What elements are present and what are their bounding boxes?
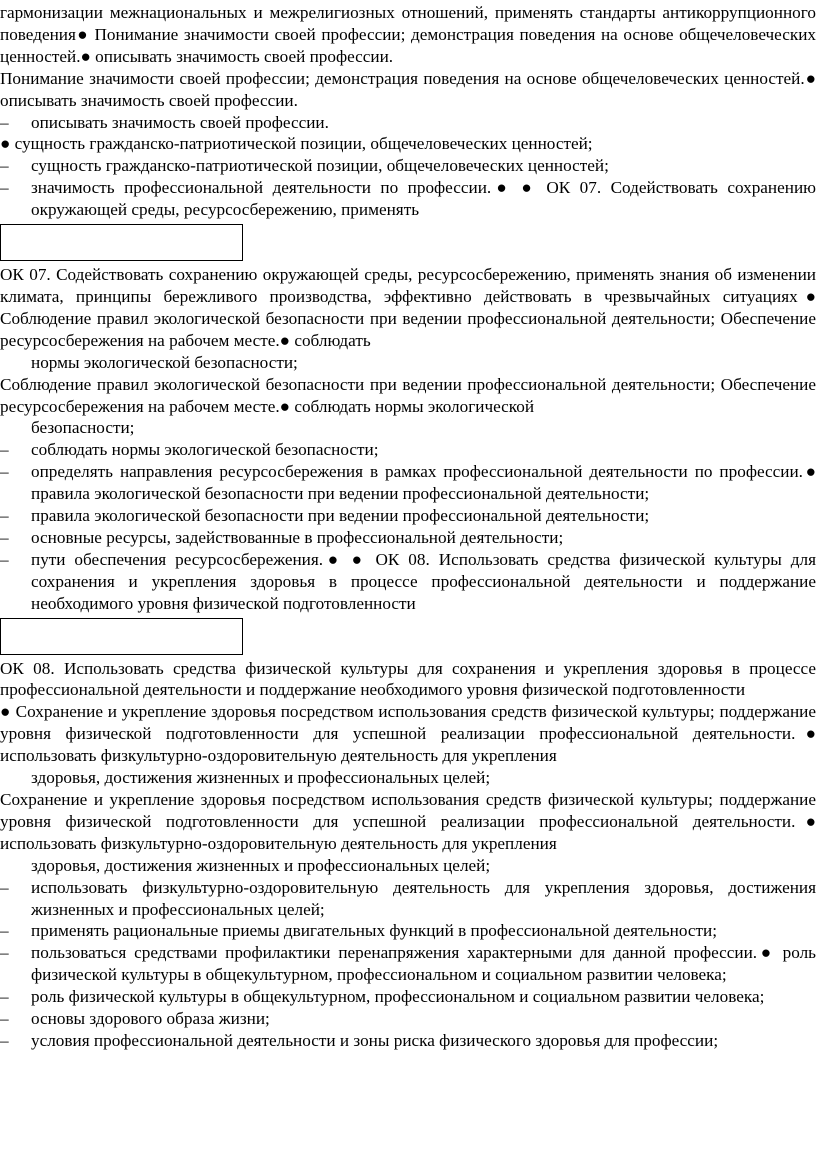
empty-frame-box xyxy=(0,224,243,261)
dash-marker: – xyxy=(0,156,9,176)
paragraph-health-continuation: здоровья, достижения жизненных и профессиональных целей; xyxy=(31,855,491,875)
list-item-motor-functions: – применять рациональные приемы двигательных функций в профессиональной деятельности; xyxy=(0,921,717,941)
paragraph-understanding: Понимание значимости своей профессии; демонстрация поведения на основе общечеловеческих ценностей.● описывать значимость своей профессии. xyxy=(0,68,816,110)
dash-marker: – xyxy=(0,1030,9,1050)
paragraph-ecology: Соблюдение правил экологической безопасности при ведении профессиональной деятельности; Обеспечение ресурсосбережения на рабочем месте.● соблюдать нормы экологической xyxy=(0,374,816,416)
list-item-role-physical-culture: – роль физической культуры в общекультурном, профессиональном и социальном развитии человека; xyxy=(0,987,765,1007)
list-item-resource-directions: – определять направления ресурсосбережения в рамках профессиональной деятельности по профессии.● правила экологической безопасности при ведении профессиональной деятельности; xyxy=(0,462,816,504)
paragraph-ok08: ОК 08. Использовать средства физической культуры для сохранения и укрепления здоровья в процессе профессиональной деятельности и поддержание необходимого уровня физической подготовленности xyxy=(0,658,816,700)
dash-marker: – xyxy=(0,943,9,963)
list-item-prevention: – пользоваться средствами профилактики перенапряжения характерными для данной профессии.● роль физической культуры в общекультурном, профессиональном и социальном развитии человека; xyxy=(0,943,816,985)
dash-marker: – xyxy=(0,921,9,941)
dash-marker: – xyxy=(0,987,9,1007)
list-item-professional-significance: – значимость профессиональной деятельности по профессии.● ● ОК 07. Содействовать сохранению окружающей среды, ресурсосбережению, применять xyxy=(0,178,816,220)
dash-marker: – xyxy=(0,112,9,132)
list-item-main-resources: – основные ресурсы, задействованные в профессиональной деятельности; xyxy=(0,527,564,547)
empty-frame-box xyxy=(0,618,243,655)
list-item-risk-zones: – условия профессиональной деятельности и зоны риска физического здоровья для профессии; xyxy=(0,1030,719,1050)
dash-marker: – xyxy=(0,527,9,547)
dash-marker: – xyxy=(0,549,9,569)
list-item-civic-position: – сущность гражданско-патриотической позиции, общечеловеческих ценностей; xyxy=(0,156,609,176)
list-item-describe-significance: – описывать значимость своей профессии. xyxy=(0,112,329,132)
dash-marker: – xyxy=(0,1009,9,1029)
list-item-resource-ways: – пути обеспечения ресурсосбережения.● ● ОК 08. Использовать средства физической культуры для сохранения и укрепления здоровья в процессе профессиональной деятельности и поддержание необходимого уровня физической подготовленности xyxy=(0,549,816,613)
dash-marker: – xyxy=(0,178,9,198)
list-item-ecology-rules: – правила экологической безопасности при ведении профессиональной деятельности; xyxy=(0,506,650,526)
paragraph-civic-bullet: ● сущность гражданско-патриотической позиции, общечеловеческих ценностей; xyxy=(0,134,593,154)
list-item-use-fitness: – использовать физкультурно-оздоровительную деятельность для укрепления здоровья, достижения жизненных и профессиональных целей; xyxy=(0,877,816,919)
paragraph-ok06-continuation: гармонизации межнациональных и межрелигиозных отношений, применять стандарты антикоррупционного поведения● Понимание значимости своей профессии; демонстрация поведения на основе общечеловеческих ценностей.● описывать значимость своей профессии. xyxy=(0,3,816,66)
paragraph-health-bullet-continuation: здоровья, достижения жизненных и профессиональных целей; xyxy=(31,768,491,788)
dash-marker: – xyxy=(0,877,9,897)
list-item-ecology-norms: – соблюдать нормы экологической безопасности; xyxy=(0,440,379,460)
paragraph-health-bullet: ● Сохранение и укрепление здоровья посредством использования средств физической культуры; поддержание уровня физической подготовленности для успешной реализации профессиональной деятельности.● использовать физкультурно-оздоровительную деятельность для укрепления xyxy=(0,702,816,766)
dash-marker: – xyxy=(0,440,9,460)
paragraph-ok07-continuation: нормы экологической безопасности; xyxy=(31,352,298,372)
dash-marker: – xyxy=(0,506,9,526)
paragraph-ecology-continuation: безопасности; xyxy=(31,418,135,438)
dash-marker: – xyxy=(0,462,9,482)
list-item-healthy-lifestyle: – основы здорового образа жизни; xyxy=(0,1009,270,1029)
paragraph-ok07: ОК 07. Содействовать сохранению окружающей среды, ресурсосбережению, применять знания об изменении климата, принципы бережливого производства, эффективно действовать в чрезвычайных ситуациях● Соблюдение правил экологической безопасности при ведении профессиональной деятельности; Обеспечение ресурсосбережения на рабочем месте.● соблюдать xyxy=(0,265,816,350)
paragraph-health: Сохранение и укрепление здоровья посредством использования средств физической культуры; поддержание уровня физической подготовленности для успешной реализации профессиональной деятельности.● использовать физкультурно-оздоровительную деятельность для укрепления xyxy=(0,790,816,853)
